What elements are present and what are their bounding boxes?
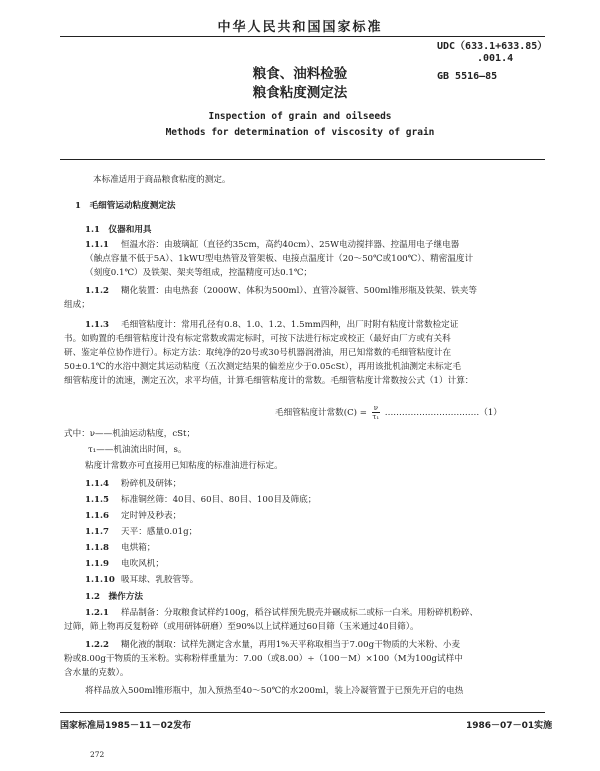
where-v: 式中：ν——机油运动粘度，cSt； [64,429,196,439]
para-1-1-1 [85,238,545,252]
para-1-1-2-line-2: 组成； [64,300,90,310]
effective-date: 1986－07－01实施 [466,721,553,731]
formula-1 [275,404,545,421]
para-1-1-3-line-2: 书。如购置的毛细管粘度计没有标定常数或需定标时，可按下法进行标定或校正（最好由厂方或有关科 [64,334,451,344]
para-label: 1.1.2 [85,286,109,296]
title-en-line-1: Inspection of grain and oilseeds [208,111,392,122]
section-1-2-title: 1.2 操作方法 [85,592,143,602]
para-1-2-2-line-2: 粉或8.00g干物质的玉米粉。实称粉样重量为：7.00（或8.00）÷（100－M）×100（M为100g试样中 [64,654,463,664]
equipment-list [85,477,316,589]
formula-lhs: 毛细管粘度计常数(C) = [275,408,367,418]
list-item-text: 电吹风机； [121,559,164,569]
section-1-1-title: 1.1 仪器和用具 [85,225,152,235]
list-item-label: 1.1.10 [85,575,115,585]
para-label: 1.2.2 [85,640,109,650]
calibration-note: 粘度计常数亦可直接用已知粘度的标准油进行标定。 [85,461,283,471]
page-number: 272 [90,750,105,759]
list-item-text: 电烘箱； [121,543,156,553]
para-1-1-3-line-3: 研、鉴定单位协作进行）。标定方法：取纯净的20号或30号机器润滑油，用已知常数的毛细管粘度计在 [64,348,452,358]
list-item-text: 粉碎机及研钵； [121,479,182,489]
para-label: 1.2.1 [85,608,109,618]
title-cn-line-1: 粮食、油料检验 [252,66,348,82]
list-item [85,477,316,493]
list-item-text: 标准铜丝筛：40目、60目、80目、100目及筛底； [121,495,317,505]
para-1-2-2 [85,638,460,652]
udc-line-2: .001.4 [477,53,514,64]
list-item-label: 1.1.7 [85,527,109,537]
list-item-text: 天平：感量0.01g； [121,527,198,537]
formula-denominator: τ₁ [372,413,380,421]
section-1-title: 1 毛细管运动粘度测定法 [75,201,176,211]
para-1-1-3-line-4: 50±0.1℃的水浴中测定其运动粘度（五次测定结果的偏差应少于0.05cSt），再用该批机油测定未标定毛 [64,362,461,372]
list-item [85,525,316,541]
para-1-2-2-line-4: 将样品放入500ml锥形瓶中，加入预热至40～50℃的水200ml，装上冷凝管置于已预先开启的电热 [85,686,464,696]
list-item-label: 1.1.6 [85,511,109,521]
para-1-1-1-line-3: （刻度0.1℃）及铁架、架夹等组成，控温精度可达0.1℃； [85,268,313,278]
formula-numerator: ν [373,404,378,412]
list-item [85,541,316,557]
list-item-label: 1.1.4 [85,479,109,489]
where-t: τ₁——机油流出时间，s。 [88,445,187,455]
list-item-text: 定时钟及秒表； [121,511,182,521]
list-item [85,557,316,573]
para-1-2-1 [85,606,478,620]
list-item-label: 1.1.8 [85,543,109,553]
para-label: 1.1.1 [85,240,109,250]
list-item [85,493,316,509]
issued-date: 国家标准局1985－11－02发布 [60,721,192,731]
title-rule [60,159,545,160]
intro-text: 本标准适用于商品粮食粘度的测定。 [93,175,231,185]
para-line: 糊化装置：由电热套（2000W、体积为500ml）、直管冷凝管、500ml锥形瓶及铁架、铁夹等 [121,286,478,296]
para-label: 1.1.3 [85,320,109,330]
list-item-text: 吸耳球、乳胶管等。 [121,575,199,585]
standard-header-title: 中华人民共和国国家标准 [217,20,383,35]
para-1-1-2 [85,284,477,298]
gb-number: GB 5516—85 [437,71,498,82]
footer-rule [60,712,545,713]
para-1-1-3 [85,318,458,332]
list-item [85,509,316,525]
para-line: 样品制备：分取粮食试样约100g，稻谷试样预先脱壳并碾成标二或标一白米。用粉碎机粉碎、 [121,608,479,618]
formula-tag: ……………………………（1） [384,408,502,418]
header-rule [60,36,545,37]
para-1-2-2-line-3: 含水量的克数）。 [64,668,129,678]
para-line: 毛细管粘度计：常用孔径有0.8、1.0、1.2、1.5mm四种，出厂时附有粘度计常数检定证 [121,320,459,330]
formula-fraction [372,404,380,421]
para-line: 恒温水浴：由玻璃缸（直径约35cm，高约40cm）、25W电动搅拌器、控温用电子继电器 [121,240,460,250]
title-en-line-2: Methods for determination of viscosity of grain [165,127,435,138]
list-item [85,573,316,589]
title-cn-line-2: 粮食粘度测定法 [252,85,348,101]
list-item-label: 1.1.9 [85,559,109,569]
udc-line-1: UDC（633.1+633.85） [437,41,548,52]
list-item-label: 1.1.5 [85,495,109,505]
para-line: 糊化液的制取：试样先测定含水量，再用1%天平称取相当于7.00g干物质的大米粉、小麦 [121,640,461,650]
para-1-1-3-line-5: 细管粘度计的流速，测定五次，求平均值，计算毛细管粘度计的常数。毛细管粘度计常数按公式（1）计算： [64,376,474,386]
para-1-2-1-line-2: 过筛，筛上物再反复粉碎（或用研钵研磨）至90%以上试样通过60目筛（玉米通过40目筛）。 [64,622,419,632]
para-1-1-1-line-2: （触点容量不低于5A）、1kWU型电热管及管架板、电接点温度计（20～50℃或100℃）、精密温度计 [85,254,474,264]
